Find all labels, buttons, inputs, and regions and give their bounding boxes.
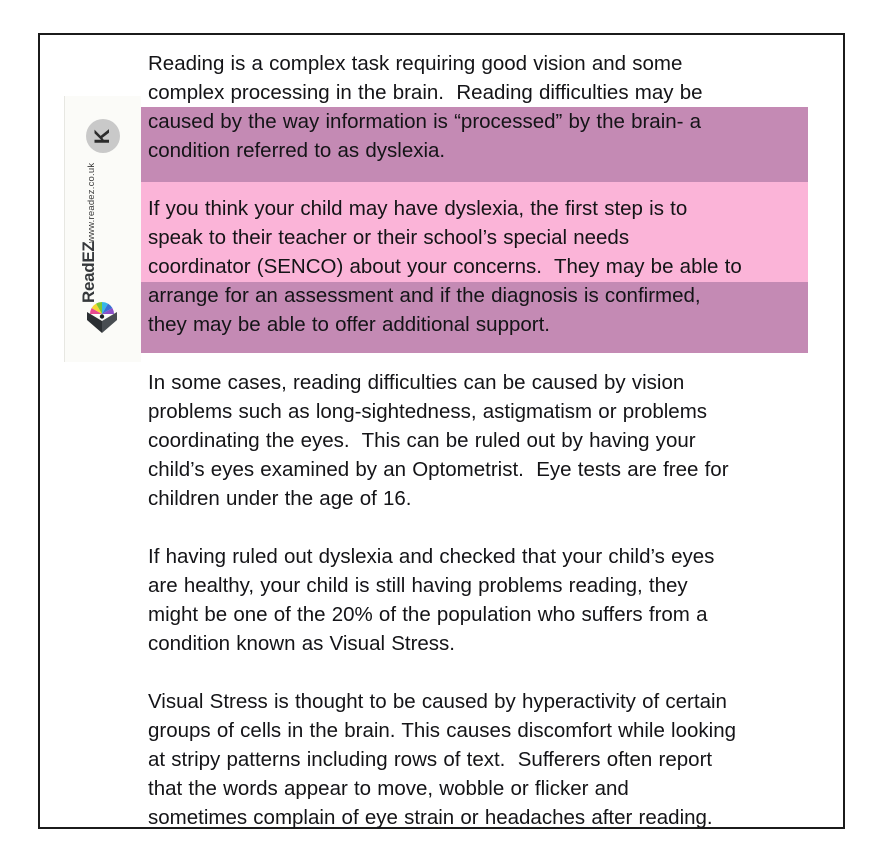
text-line: If having ruled out dyslexia and checked that your child’s eyes [148, 545, 715, 568]
text-line: that the words appear to move, wobble or flicker and [148, 777, 629, 800]
paragraph [148, 542, 828, 658]
text-line: arrange for an assessment and if the diagnosis is confirmed, [148, 284, 701, 307]
text-line: sometimes complain of eye strain or headaches after reading. [148, 806, 713, 829]
text-line: coordinator (SENCO) about your concerns. They may be able to [148, 255, 742, 278]
text-line: groups of cells in the brain. This causes discomfort while looking [148, 719, 737, 742]
text-line: caused by the way information is “processed” by the brain- a [148, 110, 702, 133]
text-line: problems such as long-sightedness, astigmatism or problems [148, 400, 708, 423]
text-line: at stripy patterns including rows of text. Sufferers often report [148, 748, 713, 771]
text-line: Visual Stress is thought to be caused by hyperactivity of certain [148, 690, 727, 713]
k-badge [86, 119, 120, 153]
text-line: coordinating the eyes. This can be ruled out by having your [148, 429, 696, 452]
article-text [148, 49, 828, 861]
text-line: condition known as Visual Stress. [148, 632, 456, 655]
text-line: children under the age of 16. [148, 487, 412, 510]
text-line: are healthy, your child is still having problems reading, they [148, 574, 688, 597]
brand-name: ReadEZ [79, 241, 98, 303]
text-line: Reading is a complex task requiring good vision and some [148, 52, 683, 75]
paragraph [148, 687, 828, 832]
text-line: they may be able to offer additional support. [148, 313, 550, 336]
k-badge-letter: K [91, 128, 115, 144]
paragraph [148, 194, 828, 339]
brand-url: www.readez.co.uk [86, 162, 97, 243]
text-line: might be one of the 20% of the population who suffers from a [148, 603, 708, 626]
paragraph [148, 49, 828, 165]
text-line: condition referred to as dyslexia. [148, 139, 446, 162]
text-line: speak to their teacher or their school’s special needs [148, 226, 630, 249]
paragraph [148, 368, 828, 513]
text-line: child’s eyes examined by an Optometrist. Eye tests are free for [148, 458, 729, 481]
text-line: If you think your child may have dyslexia, the first step is to [148, 197, 688, 220]
text-line: In some cases, reading difficulties can be caused by vision [148, 371, 685, 394]
text-line: complex processing in the brain. Reading difficulties may be [148, 81, 703, 104]
readez-book-icon [85, 299, 119, 335]
